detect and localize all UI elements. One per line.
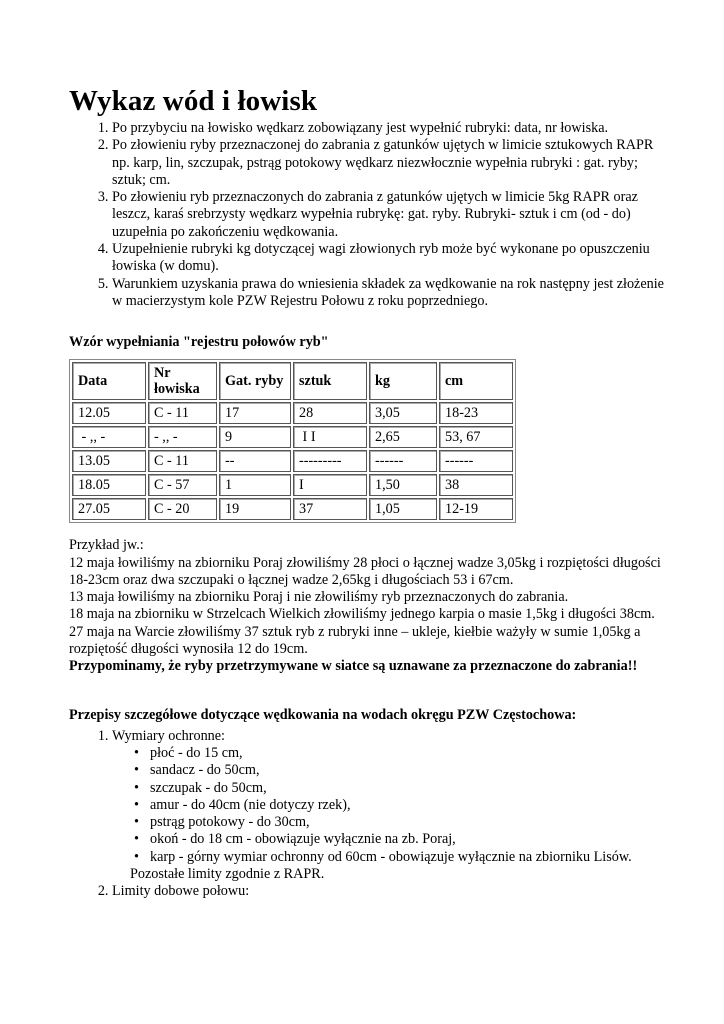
table-cell: --------- bbox=[293, 450, 367, 472]
table-cell: I I bbox=[293, 426, 367, 448]
rule-item-title: Limity dobowe połowu: bbox=[112, 883, 250, 900]
table-cell: 28 bbox=[293, 402, 367, 424]
table-cell: 17 bbox=[219, 402, 291, 424]
size-item bbox=[134, 745, 669, 762]
table-row bbox=[72, 498, 513, 520]
table-cell: 18.05 bbox=[72, 474, 146, 496]
header-cell-species: Gat. ryby bbox=[219, 362, 291, 400]
rules-title: Przepisy szczegółowe dotyczące wędkowania na wodach okręgu PZW Częstochowa: bbox=[69, 706, 577, 723]
table-row bbox=[72, 474, 513, 496]
table-cell: C - 11 bbox=[148, 450, 217, 472]
instruction-item: 5. Warunkiem uzyskania prawa do wniesienia składek za wędkowanie na rok następny jest złożenie w macierzystym kole PZW Rejestru Połowu z roku poprzedniego. bbox=[112, 276, 669, 311]
example-label: Przykład jw.: bbox=[69, 537, 144, 554]
size-item bbox=[134, 831, 669, 848]
rules-list bbox=[69, 728, 669, 901]
protected-sizes-list bbox=[112, 745, 669, 866]
table-row bbox=[72, 402, 513, 424]
size-item bbox=[134, 814, 669, 831]
size-item-text: karp - górny wymiar ochronny od 60cm - obowiązuje wyłącznie na zbiorniku Lisów. bbox=[150, 848, 632, 865]
header-cell-pieces: sztuk bbox=[293, 362, 367, 400]
bullet-icon: • bbox=[134, 796, 139, 813]
size-item-text: okoń - do 18 cm - obowiązuje wyłącznie na zb. Poraj, bbox=[150, 831, 456, 848]
size-item bbox=[134, 762, 669, 779]
table-title: Wzór wypełniania "rejestru połowów ryb" bbox=[69, 334, 329, 351]
size-item-text: sandacz - do 50cm, bbox=[150, 762, 260, 779]
table-cell: 1,50 bbox=[369, 474, 437, 496]
document-page bbox=[69, 84, 669, 901]
table-cell: C - 11 bbox=[148, 402, 217, 424]
size-item bbox=[134, 849, 669, 866]
rule-item-sizes bbox=[112, 728, 669, 884]
table-cell: ------ bbox=[439, 450, 513, 472]
instruction-item: 4. Uzupełnienie rubryki kg dotyczącej wagi złowionych ryb może być wykonane po opuszczeniu łowiska (w domu). bbox=[112, 241, 669, 276]
table-cell: 38 bbox=[439, 474, 513, 496]
bullet-icon: • bbox=[134, 848, 139, 865]
table-cell: 18-23 bbox=[439, 402, 513, 424]
header-cell-cm: cm bbox=[439, 362, 513, 400]
bullet-icon: • bbox=[134, 831, 139, 848]
table-cell: -- bbox=[219, 450, 291, 472]
reminder-note: Przypominamy, że ryby przetrzymywane w siatce są uznawane za przeznaczone do zabrania!! bbox=[69, 658, 638, 675]
size-item bbox=[134, 780, 669, 797]
catch-register-table bbox=[69, 359, 516, 523]
header-cell-kg: kg bbox=[369, 362, 437, 400]
table-cell: 1,05 bbox=[369, 498, 437, 520]
table-cell: 2,65 bbox=[369, 426, 437, 448]
header-cell-fishery: Nr łowiska bbox=[148, 362, 217, 400]
table-cell: 9 bbox=[219, 426, 291, 448]
rule-item-title: Wymiary ochronne: bbox=[112, 727, 226, 744]
table-cell: 12-19 bbox=[439, 498, 513, 520]
instruction-item: 2. Po złowieniu ryby przeznaczonej do zabrania z gatunków ujętych w limicie sztukowych RAPR np. karp, lin, szczupak, pstrąg potokowy wędkarz niezwłocznie wypełnia rubryki : gat. ryby; sztuk; cm. bbox=[112, 137, 669, 189]
bullet-icon: • bbox=[134, 814, 139, 831]
bullet-icon: • bbox=[134, 744, 139, 761]
table-cell: ------ bbox=[369, 450, 437, 472]
example-line: 27 maja na Warcie złowiliśmy 37 sztuk ryb z rubryki inne – ukleje, kiełbie ważyły w sumie 1,05kg a rozpiętość długości wynosiła 12 do 19cm. bbox=[69, 623, 641, 658]
instruction-item: 3. Po złowieniu ryb przeznaczonych do zabrania z gatunków ujętych w limicie 5kg RAPR oraz leszcz, karaś srebrzysty wędkarz wypełnia rubrykę: gat. ryby. Rubryki- sztuk i cm (od - do) uzupełnia po zakończeniu wędkowania. bbox=[112, 189, 669, 241]
example-section bbox=[69, 537, 669, 675]
size-item-text: szczupak - do 50cm, bbox=[150, 779, 267, 796]
page-title: Wykaz wód i łowisk bbox=[69, 85, 318, 117]
table-header-row bbox=[72, 362, 513, 400]
table-cell: 37 bbox=[293, 498, 367, 520]
size-item bbox=[134, 797, 669, 814]
table-cell: 27.05 bbox=[72, 498, 146, 520]
bullet-icon: • bbox=[134, 762, 139, 779]
table-cell: - ,, - bbox=[148, 426, 217, 448]
table-cell: C - 57 bbox=[148, 474, 217, 496]
table-row bbox=[72, 450, 513, 472]
table-row bbox=[72, 426, 513, 448]
rule-item-limits bbox=[112, 883, 669, 900]
table-cell: 13.05 bbox=[72, 450, 146, 472]
size-item-text: płoć - do 15 cm, bbox=[150, 744, 243, 761]
example-line: 18 maja na zbiorniku w Strzelcach Wielkich złowiliśmy jednego karpia o masie 1,5kg i długości 38cm. bbox=[69, 606, 655, 623]
table-cell: 1 bbox=[219, 474, 291, 496]
table-cell: 3,05 bbox=[369, 402, 437, 424]
table-cell: 53, 67 bbox=[439, 426, 513, 448]
sizes-note: Pozostałe limity zgodnie z RAPR. bbox=[130, 866, 325, 883]
bullet-icon: • bbox=[134, 779, 139, 796]
table-cell: I bbox=[293, 474, 367, 496]
table-cell: 12.05 bbox=[72, 402, 146, 424]
header-cell-date: Data bbox=[72, 362, 146, 400]
table-cell: C - 20 bbox=[148, 498, 217, 520]
size-item-text: pstrąg potokowy - do 30cm, bbox=[150, 814, 310, 831]
table-cell: - ,, - bbox=[72, 426, 146, 448]
example-line: 12 maja łowiliśmy na zbiorniku Poraj złowiliśmy 28 płoci o łącznej wadze 3,05kg i rozpiętości długości 18-23cm oraz dwa szczupaki o łącznej wadze 2,65kg i długościach 53 i 67cm. bbox=[69, 554, 661, 588]
instructions-list bbox=[69, 120, 669, 310]
size-item-text: amur - do 40cm (nie dotyczy rzek), bbox=[150, 796, 351, 813]
table-cell: 19 bbox=[219, 498, 291, 520]
example-line: 13 maja łowiliśmy na zbiorniku Poraj i nie złowiliśmy ryb przeznaczonych do zabrania. bbox=[69, 589, 569, 606]
instruction-item: 1. Po przybyciu na łowisko wędkarz zobowiązany jest wypełnić rubryki: data, nr łowiska. bbox=[112, 120, 669, 137]
